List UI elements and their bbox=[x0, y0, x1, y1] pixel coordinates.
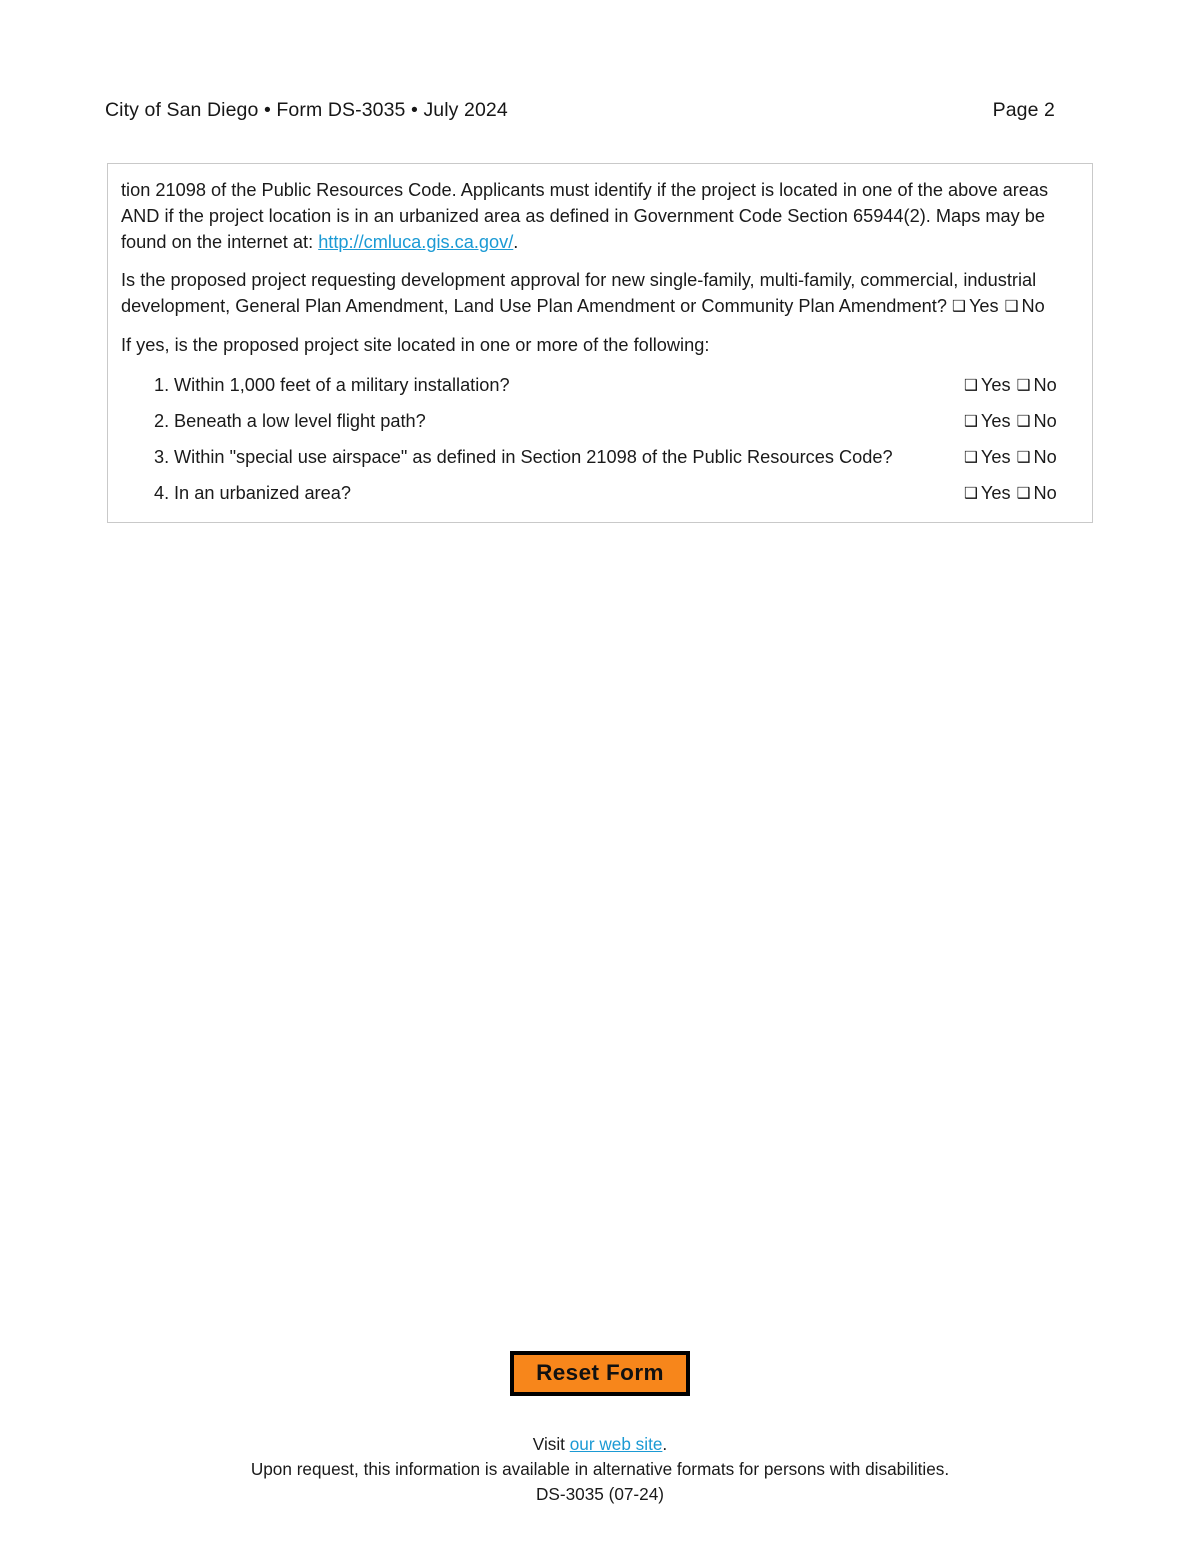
list-item bbox=[121, 480, 1076, 506]
footer-visit-prefix: Visit bbox=[532, 1434, 570, 1454]
question-answers bbox=[964, 444, 1076, 470]
question-text: Within 1,000 feet of a military installation? bbox=[174, 375, 510, 395]
checkbox-icon[interactable]: ❑ bbox=[964, 412, 978, 430]
question-number: 4. bbox=[154, 483, 170, 503]
page-header bbox=[105, 99, 1095, 122]
development-approval-no-option[interactable] bbox=[1005, 293, 1045, 319]
no-label: No bbox=[1033, 483, 1057, 503]
question-1-yes-option[interactable] bbox=[964, 372, 1011, 398]
reset-button-container bbox=[0, 1351, 1200, 1396]
question-number: 3. bbox=[154, 447, 170, 467]
question-text: In an urbanized area? bbox=[174, 483, 351, 503]
list-item bbox=[121, 444, 1076, 470]
question-number: 1. bbox=[154, 375, 170, 395]
no-label: No bbox=[1033, 375, 1057, 395]
list-item bbox=[121, 408, 1076, 434]
page-footer bbox=[0, 1432, 1200, 1507]
yes-label: Yes bbox=[980, 447, 1011, 467]
paragraph-1-text-after-link: . bbox=[513, 232, 519, 252]
yes-label: Yes bbox=[980, 375, 1011, 395]
paragraph-1-text-before-link: tion 21098 of the Public Resources Code. Applicants must identify if the project is located in one of the above areas AND if the project location is in an urbanized area as defined in Government Code Section 65944(2). Maps may be found on the internet at: bbox=[121, 180, 1049, 252]
footer-visit-line bbox=[0, 1432, 1200, 1457]
yes-label: Yes bbox=[980, 411, 1011, 431]
question-2-no-option[interactable] bbox=[1017, 408, 1057, 434]
checkbox-icon[interactable]: ❑ bbox=[964, 484, 978, 502]
reset-form-button[interactable]: Reset Form bbox=[510, 1351, 690, 1396]
checkbox-icon[interactable]: ❑ bbox=[952, 297, 966, 315]
question-answers bbox=[964, 480, 1076, 506]
checkbox-icon[interactable]: ❑ bbox=[964, 448, 978, 466]
development-approval-yes-option[interactable] bbox=[952, 293, 999, 319]
yes-label: Yes bbox=[968, 296, 999, 316]
cmluca-map-link[interactable]: http://cmluca.gis.ca.gov/ bbox=[318, 232, 514, 252]
paragraph-if-yes-intro: If yes, is the proposed project site located in one or more of the following: bbox=[121, 335, 710, 355]
footer-accessibility-notice: Upon request, this information is available in alternative formats for persons with disabilities. bbox=[250, 1459, 950, 1479]
page-number: Page 2 bbox=[992, 99, 1055, 121]
development-approval-question-text: Is the proposed project requesting development approval for new single-family, multi-family, commercial, industrial development, General Plan Amendment, Land Use Plan Amendment or Community Plan Amendment? bbox=[121, 270, 1037, 316]
question-text: Beneath a low level flight path? bbox=[174, 411, 426, 431]
question-1-no-option[interactable] bbox=[1017, 372, 1057, 398]
checkbox-icon[interactable]: ❑ bbox=[1016, 376, 1031, 394]
checkbox-icon[interactable]: ❑ bbox=[1016, 484, 1031, 502]
question-answers bbox=[964, 372, 1076, 398]
question-number: 2. bbox=[154, 411, 170, 431]
paragraph-public-resources-code bbox=[121, 177, 1076, 255]
development-approval-answers bbox=[952, 296, 1045, 316]
question-3-no-option[interactable] bbox=[1017, 444, 1057, 470]
our-web-site-link[interactable]: our web site bbox=[569, 1434, 663, 1454]
checkbox-icon[interactable]: ❑ bbox=[964, 376, 978, 394]
question-2-yes-option[interactable] bbox=[964, 408, 1011, 434]
yes-label: Yes bbox=[980, 483, 1011, 503]
question-4-no-option[interactable] bbox=[1017, 480, 1057, 506]
form-identifier: City of San Diego • Form DS-3035 • July 2024 bbox=[105, 99, 508, 121]
form-content-box bbox=[107, 163, 1093, 523]
checkbox-icon[interactable]: ❑ bbox=[1016, 412, 1031, 430]
footer-visit-suffix: . bbox=[662, 1434, 668, 1454]
question-answers bbox=[964, 408, 1076, 434]
checkbox-icon[interactable]: ❑ bbox=[1004, 297, 1019, 315]
no-label: No bbox=[1033, 411, 1057, 431]
question-text: Within "special use airspace" as defined in Section 21098 of the Public Resources Code? bbox=[174, 447, 893, 467]
question-3-yes-option[interactable] bbox=[964, 444, 1011, 470]
no-label: No bbox=[1033, 447, 1057, 467]
site-location-question-list bbox=[121, 372, 1076, 506]
list-item bbox=[121, 372, 1076, 398]
checkbox-icon[interactable]: ❑ bbox=[1016, 448, 1031, 466]
footer-form-code: DS-3035 (07-24) bbox=[535, 1484, 665, 1504]
paragraph-development-approval-question bbox=[121, 267, 1076, 319]
question-4-yes-option[interactable] bbox=[964, 480, 1011, 506]
no-label: No bbox=[1021, 296, 1045, 316]
